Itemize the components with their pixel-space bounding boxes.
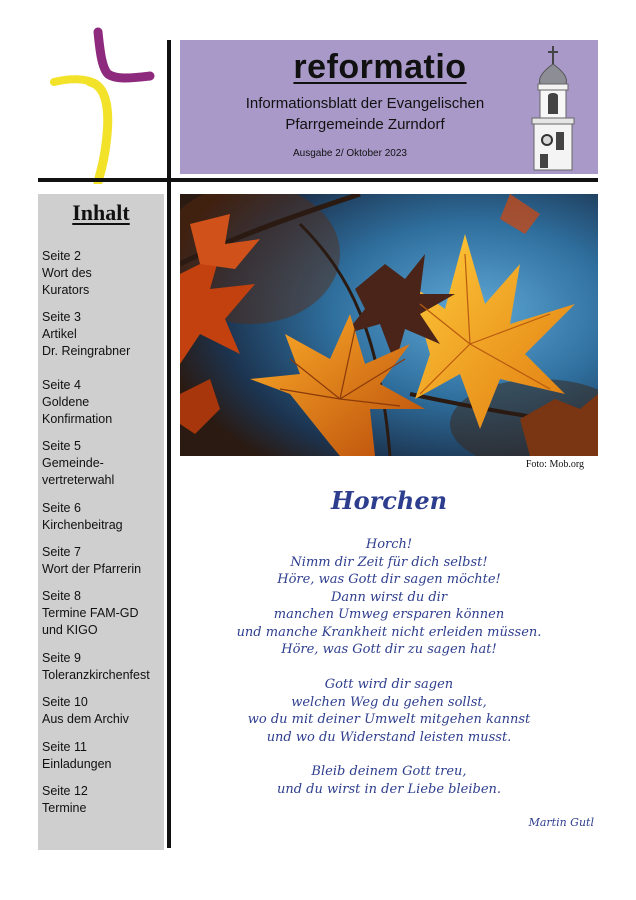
- poem-line: und manche Krankheit nicht erleiden müssen.: [236, 624, 542, 640]
- toc-item: [42, 650, 162, 684]
- newsletter-title: reformatio: [293, 48, 467, 86]
- poem-line: Horch!: [365, 537, 413, 552]
- toc-item: [42, 588, 162, 639]
- toc-page: Seite 12: [42, 784, 88, 798]
- poem-stanza: [180, 763, 598, 798]
- toc-label: Kirchenbeitrag: [42, 518, 123, 532]
- toc-label: Einladungen: [42, 757, 112, 771]
- toc-label: Gemeinde-: [42, 456, 104, 470]
- toc-item: [42, 544, 162, 578]
- toc-label: Goldene: [42, 395, 90, 409]
- table-of-contents: [38, 194, 164, 850]
- toc-item: [42, 783, 162, 817]
- toc-item: [42, 500, 162, 534]
- poem-title: Horchen: [330, 486, 448, 515]
- poem-stanza: [180, 676, 598, 746]
- poem-line: Bleib deinem Gott treu,: [311, 764, 467, 779]
- autumn-leaves-photo: [180, 194, 598, 456]
- issue-label: Ausgabe 2/ Oktober 2023: [293, 148, 407, 159]
- toc-page: Seite 11: [42, 740, 87, 754]
- toc-page: Seite 6: [42, 501, 81, 515]
- toc-label: Termine FAM-GD: [42, 606, 139, 620]
- poem-author: Martin Gutl: [528, 816, 594, 829]
- toc-label: Dr. Reingrabner: [42, 344, 131, 358]
- horizontal-rule: [38, 178, 598, 182]
- newsletter-subtitle-line1: Informationsblatt der Evangelischen: [245, 95, 485, 112]
- toc-page: Seite 3: [42, 310, 81, 324]
- newsletter-subtitle-line2: Pfarrgemeinde Zurndorf: [285, 116, 445, 133]
- poem-line: Dann wirst du dir: [330, 589, 448, 605]
- toc-page: Seite 2: [42, 249, 81, 263]
- toc-page: Seite 4: [42, 378, 81, 392]
- poem-line: wo du mit deiner Umwelt mitgehen kannst: [247, 712, 531, 727]
- toc-item: [42, 309, 162, 360]
- toc-label: Aus dem Archiv: [42, 712, 129, 726]
- toc-label: Termine: [42, 801, 87, 815]
- toc-item: [42, 438, 162, 489]
- poem-stanza: [180, 536, 598, 659]
- toc-item: [42, 377, 162, 428]
- poem-line: welchen Weg du gehen sollst,: [291, 694, 487, 710]
- toc-item: [42, 694, 162, 728]
- toc-page: Seite 10: [42, 695, 88, 709]
- church-tower-icon: [522, 44, 584, 172]
- toc-page: Seite 8: [42, 589, 81, 603]
- toc-page: Seite 9: [42, 651, 81, 665]
- poem-line: Höre, was Gott dir sagen möchte!: [277, 572, 501, 587]
- toc-label: Wort des: [42, 266, 92, 280]
- toc-label: Wort der Pfarrerin: [42, 562, 142, 576]
- toc-item: [42, 739, 162, 773]
- masthead-banner: [180, 40, 598, 174]
- toc-label: vertreterwahl: [42, 473, 115, 487]
- poem-line: manchen Umweg ersparen können: [273, 607, 505, 622]
- toc-heading: Inhalt: [72, 200, 130, 225]
- poem-line: und wo du Widerstand leisten musst.: [266, 729, 512, 745]
- toc-item: [42, 248, 162, 299]
- photo-credit: Foto: Mob.org: [525, 459, 584, 470]
- toc-label: Kurators: [42, 283, 90, 297]
- toc-label: und KIGO: [42, 623, 98, 637]
- poem-line: Höre, was Gott dir zu sagen hat!: [281, 642, 497, 657]
- parish-cross-logo: [50, 24, 160, 184]
- poem-line: Gott wird dir sagen: [324, 677, 454, 692]
- toc-page: Seite 5: [42, 439, 81, 453]
- poem-line: und du wirst in der Liebe bleiben.: [276, 781, 502, 797]
- poem-line: Nimm dir Zeit für dich selbst!: [290, 554, 488, 570]
- toc-page: Seite 7: [42, 545, 81, 559]
- toc-label: Konfirmation: [42, 412, 113, 426]
- toc-label: Artikel: [42, 327, 77, 341]
- vertical-rule: [167, 40, 171, 848]
- toc-label: Toleranzkirchenfest: [42, 668, 150, 682]
